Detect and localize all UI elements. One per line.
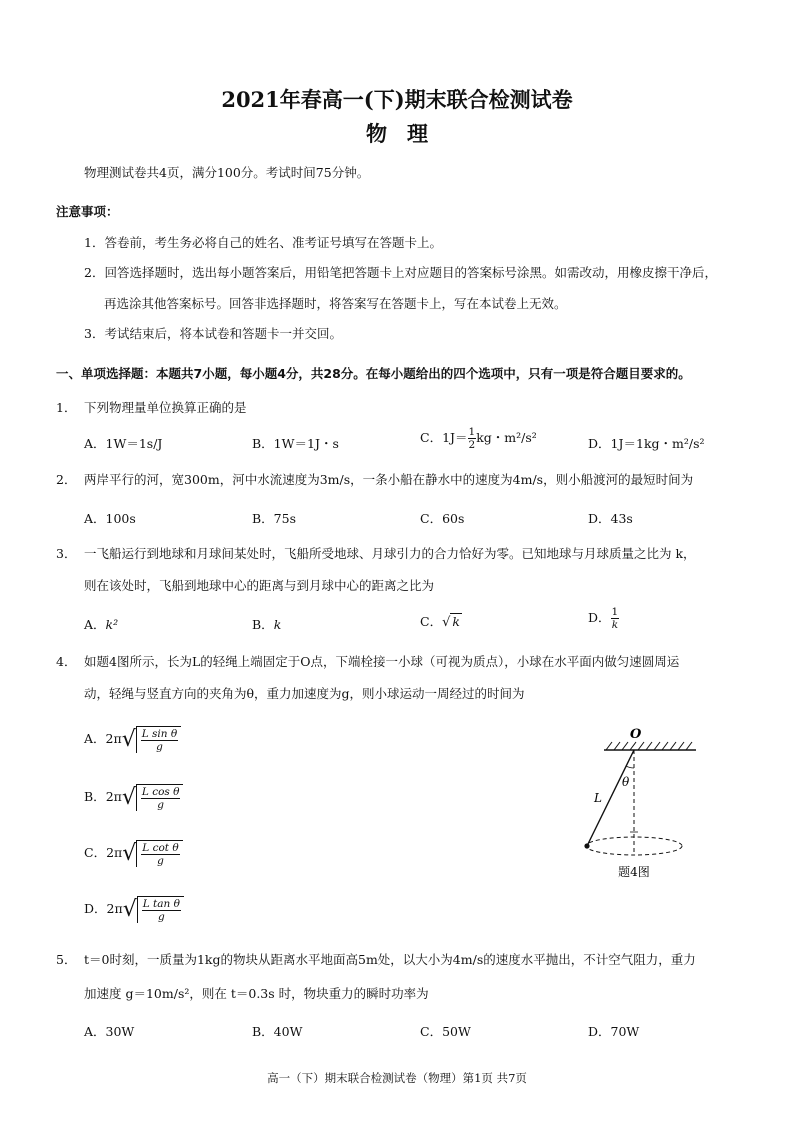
option-label: A． [84,617,106,632]
fraction-denominator: k [611,619,619,631]
option-label: B． [84,789,106,804]
note-item-3: 3．考试结束后，将本试卷和答题卡一并交回。 [84,326,342,341]
label-theta: θ [622,775,630,789]
q1-option-a: A．1W＝1s/J [84,436,163,451]
circular-path [586,837,682,855]
q2-option-a: A．100s [84,511,136,526]
q1-option-c-prefix: C．1J＝ [420,430,468,445]
fraction-numerator: 1 [468,426,476,438]
sqrt-icon: √ [122,841,137,866]
q2-option-c: C．60s [420,511,465,526]
sqrt-icon: √ [442,615,451,630]
option-label: C． [84,845,107,860]
q1-option-c [420,426,537,451]
q3-option-a [84,615,118,633]
coefficient: 2π [106,901,123,916]
q4-option-a [84,726,181,753]
fraction-numerator: L tan θ [142,898,180,910]
question-stem: 下列物理量单位换算正确的是 [84,400,247,415]
section1-heading: 一、单项选择题：本题共7小题，每小题4分，共28分。在每小题给出的四个选项中，只有一项是符合题目要求的。 [56,366,691,381]
q5-option-a: A．30W [84,1024,135,1039]
math-expression: k [273,617,282,632]
fraction-denominator: g [157,799,165,811]
q5-option-b: B．40W [252,1024,303,1039]
fraction-denominator: g [156,741,163,753]
q1-option-b: B．1W＝1J・s [252,436,339,451]
math-expression: k [452,614,460,629]
exam-title: 2021年春高一(下)期末联合检测试卷 [221,87,573,112]
question-stem-cont: 加速度 g＝10m/s²，则在 t＝0.3s 时，物块重力的瞬时功率为 [84,986,429,1001]
sqrt-icon: √ [122,897,137,922]
fraction [468,426,477,451]
ball [584,843,589,848]
question-number: 1． [56,400,77,415]
note-item-1: 1．答卷前，考生务必将自己的姓名、准考证号填写在答题卡上。 [84,235,442,250]
q3-option-d [588,606,619,631]
label-L: L [594,791,602,805]
fraction-numerator: L sin θ [141,728,178,740]
fraction [141,786,181,811]
fraction-numerator: 1 [611,606,619,618]
option-label: D． [588,610,611,625]
figure-caption: 题4图 [618,865,650,879]
coefficient: 2π [105,731,122,746]
ceiling-hatch [604,742,696,750]
option-label: A． [84,731,106,746]
question-stem-cont: 动，轻绳与竖直方向的夹角为θ，重力加速度为g，则小球运动一周经过的时间为 [84,686,525,701]
fraction-denominator: g [157,855,164,867]
option-label: C． [420,614,443,629]
question-number: 3． [56,546,77,561]
exam-intro: 物理测试卷共4页，满分100分。考试时间75分钟。 [84,165,370,180]
coefficient: 2π [106,845,123,860]
subject-title: 物理 [366,121,448,146]
coefficient: 2π [105,789,122,804]
note-item-2: 2．回答选择题时，选出每小题答案后，用铅笔把答题卡上对应题目的答案标号涂黑。如需改动，用橡皮擦干净后， [84,265,717,280]
note-item-2-cont: 再选涂其他答案标号。回答非选择题时，将答案写在答题卡上，写在本试卷上无效。 [104,296,567,311]
fraction [142,898,181,923]
q4-option-d [84,896,184,923]
q2-option-b: B．75s [252,511,297,526]
q4-option-b [84,784,183,811]
question-stem: 如题4图所示，长为L的轻绳上端固定于O点，下端栓接一小球（可视为质点），小球在水平面内做匀速圆周运 [84,654,680,669]
q4-option-c [84,840,183,867]
option-label: D． [84,901,107,916]
sqrt-icon: √ [121,727,136,752]
q1-option-d: D．1J＝1kg・m²/s² [588,436,705,451]
label-O: O [630,728,642,742]
question-stem: 一飞船运行到地球和月球间某处时，飞船所受地球、月球引力的合力恰好为零。已知地球与月球质量之比为 k， [84,546,696,561]
math-expression: k² [105,617,119,632]
fraction [141,842,179,867]
notes-heading: 注意事项： [56,204,119,219]
fraction-denominator: g [157,911,165,923]
q3-option-b [252,615,281,633]
q5-option-c: C．50W [420,1024,471,1039]
question-stem: 两岸平行的河，宽300m，河中水流速度为3m/s，一条小船在静水中的速度为4m/s，则小船渡河的最短时间为 [84,472,694,487]
page-footer: 高一（下）期末联合检测试卷（物理）第1页 共7页 [267,1071,527,1085]
question-stem: t＝0时刻，一质量为1kg的物块从距离水平地面高5m处，以大小为4m/s的速度水平抛出，不计空气阻力，重力 [84,952,696,967]
fraction [611,606,620,631]
angle-arc [626,766,634,768]
q2-option-d: D．43s [588,511,633,526]
figure-conical-pendulum [570,728,710,888]
question-stem-cont: 则在该处时，飞船到地球中心的距离与到月球中心的距离之比为 [84,578,435,593]
question-number: 5． [56,952,77,967]
question-number: 2． [56,472,77,487]
sqrt-icon: √ [121,785,136,810]
q3-option-c [420,612,462,630]
fraction-denominator: 2 [468,439,476,451]
fraction [141,728,178,753]
option-label: B． [252,617,274,632]
fraction-numerator: L cot θ [142,842,179,854]
question-number: 4． [56,654,77,669]
q5-option-d: D．70W [588,1024,640,1039]
fraction-numerator: L cos θ [141,786,180,798]
q1-option-c-suffix: kg・m²/s² [476,430,537,445]
